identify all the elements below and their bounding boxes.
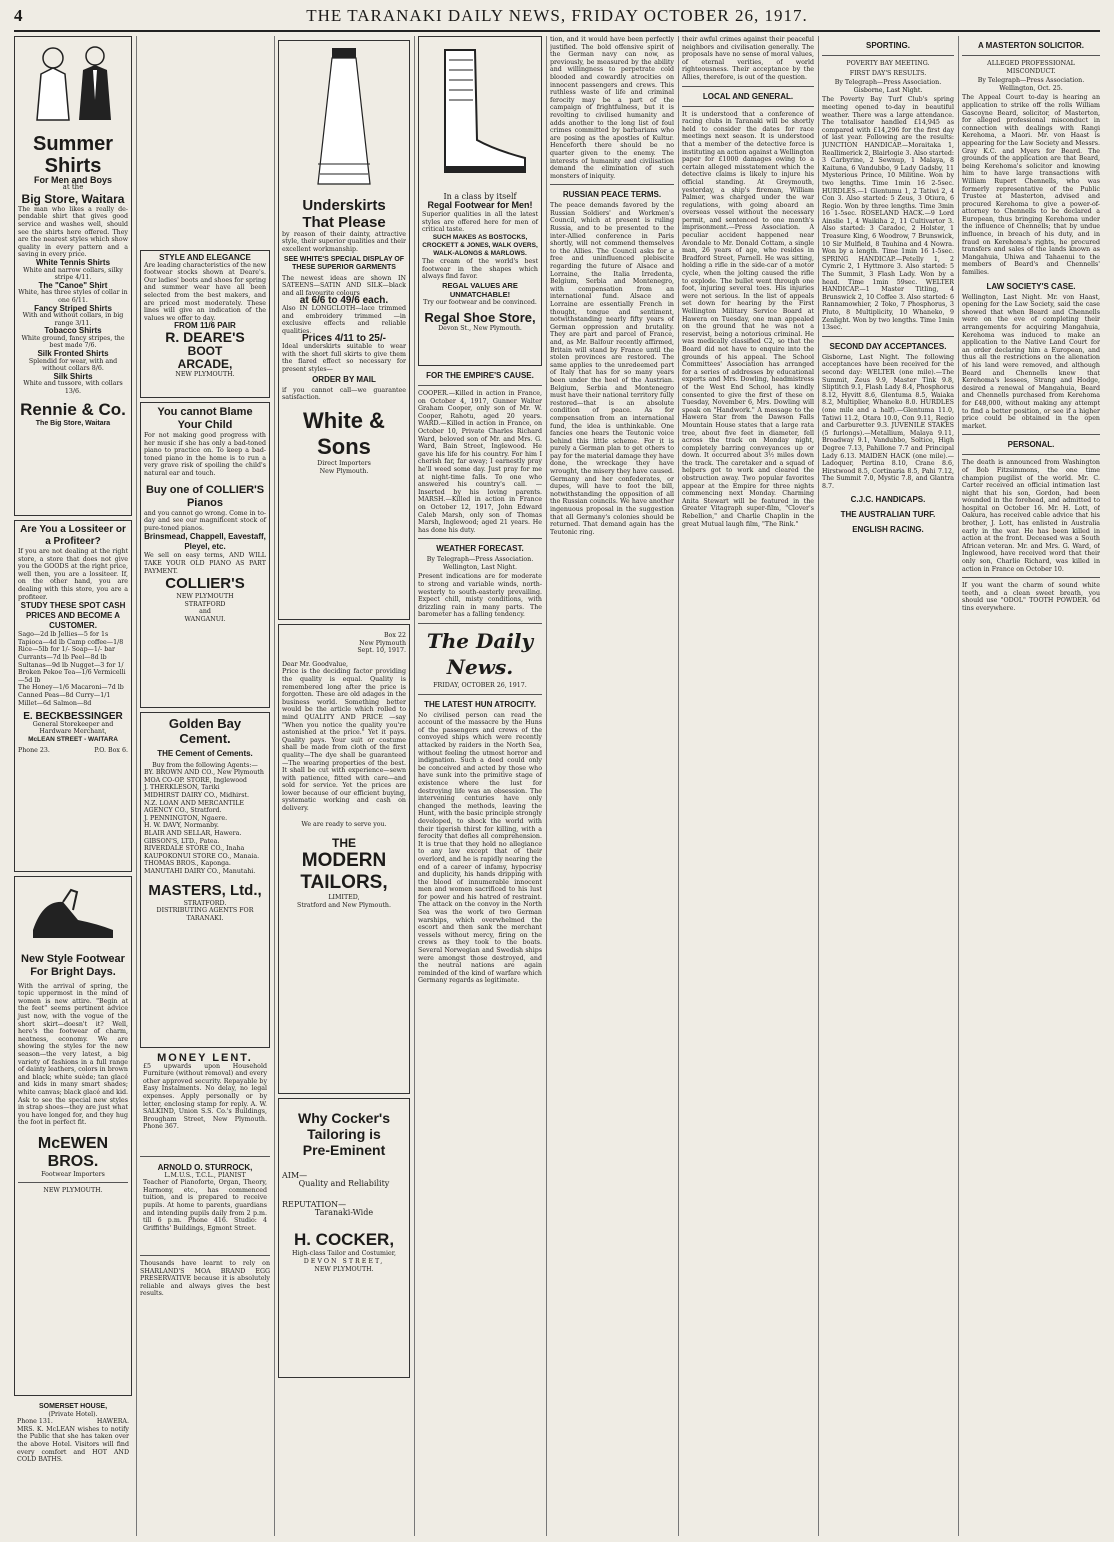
beckbessinger-line: General Storekeeper and Hardware Merchant, [32,720,114,736]
shirt-illustration-icon [23,40,123,130]
deare-name-2: BOOT [187,343,223,358]
sharland-body: Thousands have learnt to rely on SHARLAND'S MOA BRAND EGG PRESERVATIVE because it is absolutely reliable and always gives the best results. [140,1260,270,1298]
somerset-body: MRS. K. McLEAN wishes to notify the Public that she has taken over the above Hotel. Visitors will find every comfort and HOT AND COLD BATHS. [17,1425,129,1464]
poverty-bay-results: The Poverty Bay Turf Club's spring meeting opened to-day in beautiful weather. There was a large attendance. The totalisator handled £14,945 as compared with £14,296 for the first day of last year. Following are the results: JUNCTION HANDICAP.—Moraitaka 1, Reallimerick 2, Blairlogie 3. Also started: 3 Carbyrine, 2 Sewnup, 1 Malaya, 8 Kaituna, 6 Vandubbo, 9 Lady Gadsby, 11 Mysterious Prince, 10 Militine. Won by two lengths. Time 1min 16 2-5sec. HURDLES.—1 Glentumu 1, 2 Tatiwi 2, 4 Con 3. Also started: 5 Zeus, 3 Otiura, 6 Regio. Won by three lengths. Time 3min 16 1-5sec. ROSELAND HACK.—9 Lord Ainslie 1, 4 Waikiha 2, 11 Cultivartor 3. Also started: 3 Caradoc, 2 Holster, 1 Treasure King, 6 Woodrow, 7 Brunswick, 10 Sir Mulfield, 8 Tauhina and 4 Nowra. Won by a length. Time 1min 16 1-5sec. SPRING HANDICAP.—Petelly 1, 2 Cymric 2, 1 Hyttmore 3. Also started: 5 The Summit, 3 Flash Lady. Won by a head. Time 1min 59sec. WELTER HANDICAP.—1 Master Titling, 4 Brunswick 2, 10 Coffee 3. Also started: 6 Rannamowhier, 2 Toko, 7 Phosphorus, 3 Pluto, 8 Multiplicity, 10 Whaneko, 9 Zenlight. Won by two lengths. Time 1min 13sec. [822,96,954,332]
collier-addr: WANGANUI. [184,615,226,623]
summer-item [18,350,128,373]
agent: MIDHIRST DAIRY CO., Midhirst. [144,791,249,799]
deare-name-3: ARCADE, [177,356,233,371]
sturrock-body: Teacher of Pianoforte, Organ, Theory, Harmony, etc., has commenced tuition, and is prepared to receive pupils. At home to parents, guardians and intending pupils daily from 2 p.m. till 6 p.m. Phone 416. Studio: 4 Griffiths' Buildings, Egmont Street. [143,1179,267,1232]
price-line: Canned Peas—8d Curry—1/1 [18,691,111,699]
summer-item [18,259,128,282]
regal-body: Superior qualities in all the latest styles are offered here for men of critical taste. [422,211,538,234]
sturrock-ad [140,1161,270,1251]
summer-item-desc: Splendid for wear, with and without collars 8/6. [28,357,118,373]
price-line: Tapioca—4d lb Camp coffee—1/8 [18,638,124,646]
summer-item-desc: White and tussore, with collars 13/6. [23,380,123,396]
agent: MOA CO-OP. STORE, Inglewood [144,776,247,784]
letter-loc: New Plymouth [359,639,406,647]
column-rule [678,36,679,1536]
cocker-rep2: Taranaki-Wide [314,1207,374,1217]
first-day-heading: FIRST DAY'S RESULTS. [849,69,927,77]
cement-buy: Buy from the following Agents:— [152,761,258,769]
acceptances-body: Gisborne, Last Night. The following acceptances have been received for the second day: WELTER (one mile).—The Summit, Zeus 9.9, Master Tink 9.8, Sliptitch 9.1, Flash Lady 8.4, Phosphorus 8.12, Hyvitt 8.6, Glentuma 8.5, Waiaka 8.2, Multiplier, Whaneko 8.0. HURDLES (one mile and a half).—Glentuma 11.0, Tatiwi 11.2, Otara 10.0, Con 9.11, Regio and Carburetter 9.3. JUVENILE STAKES (5 furlongs).—Metallium, Malaya 9.11, Broadway 9.1, Vandubbo, Soltice, High Degree 7.13, Pahillone 7.7 and Principal Lady 6.13. MAIDEN HACK (one mile).—Ladoquer, Pertina 8.10, Crane 8.6, Hirstwood 8.5, Cortinaria 8.5, Pahi 7.12, The Summit 7.0, Mystic 7.8, and Glantra 8.7. [822,353,954,490]
white-body4: Ideal underskirts suitable to wear with the short full skirts to give them the flared effect so necessary for present styles— [282,342,406,373]
summer-item-name: The "Canoe" Shirt [38,280,108,290]
column-3 [278,40,410,1540]
empire-body: COOPER.—Killed in action in France, on October 4, 1917, Gunner Walter Graham Cooper, only son of Mr. W. Cooper, Rahotu, aged 20 years. WARD.—Killed in action in France, on October 10, Private Charles Richard Ward, beloved son of Mr. and Mrs. G. Ward, Bain Street, Inglewood. He gave his life for his country. For him I cherish far, far away; I earnestly pray he'll weed some day. Just pray for me at night-time falls. To one who answered his country's call. —Inserted by his loving parents. MARSH.—Killed in action in France on October 12, 1917, John Edward Caleb Marsh, only son of Thomas Marsh, Inglewood; aged 21 years. He has done his duty. [418,390,542,534]
beckbessinger-ad [14,520,132,872]
white-body: by reason of their dainty, attractive style, their superior qualities and their excellent workmanship. [282,230,406,253]
profiteer-body: If you are not dealing at the right store, a store that does not give you the GOODS at the right price, well then, you are a lossiteer. If, on the other hand, you are dealing with this store, you are a profiteer. [18,548,128,601]
white-price1: at 6/6 to 49/6 each. [299,295,389,307]
misconduct-heading: ALLEGED PROFESSIONAL MISCONDUCT. [987,60,1075,75]
tailors-name: TAILORS, [300,872,388,894]
law-society-body: Wellington, Last Night. Mr. von Haast, opening for the Law Society, said the case showed that when Beard and Chennells were on the eve of completing their arrangements for acquiring Mangahuia, Kerehoma was induced to make an application to the Native Land Court for an order declaring him a European, and thus all the restrictions on the alienation of his land were removed, and although Beard and Chennells knew that Kerehoma's lessees, Strang and Hodge, desired a renewal of Mangahuia, Beard and Chennells purchased from Kerehoma for £48,000, without making any attempt to find a better position, or see if a higher price could be obtained in the open market. [962,293,1100,430]
column-rule [274,36,275,1536]
sturrock-heading: ARNOLD O. STURROCK, [157,1163,253,1172]
white-see: SEE WHITE'S SPECIAL DISPLAY OF THESE SUPERIOR GARMENTS [283,256,405,271]
modern-ltd: LIMITED, [328,894,360,902]
collier-brands: Brinsmead, Chappell, Eavestaff, Pleyel, etc. [144,532,266,552]
column-7 [822,36,954,1536]
white-body2: The newest ideas are shown IN SATEENS—SATIN AND SILK—black and all favourite colours [282,274,406,297]
money-body: £5 upwards upon Household Furniture (without removal) and every other approved security. Repayable by Easy Instalments. No delay, no legal expenses. Apply personally or by letter, enclosing stamp for reply. A. W. SALKIND, Union S.S. Co.'s Buildings, Brougham Street, New Plymouth. Phone 367. [143,1062,267,1131]
deare-heading: STYLE AND ELEGANCE [159,253,251,262]
shirts-title: Shirts [44,154,102,177]
agent: BLAIR AND SELLAR, Hawera. [144,829,242,837]
white-body3: Also IN LONGCLOTH—lace trimmed and embroidery trimmed —in exclusive effects and reliable qualities. [282,304,406,335]
mcewen-sub: Footwear Importers [41,1170,105,1178]
summer-item-desc: White and narrow collars, silky stripe 4/11. [23,266,123,282]
cement-heading: Golden Bay Cement. [168,716,242,746]
weather-body: Present indications are for moderate to strong and variable winds, north-westerly to south-easterly prevailing. Expect chill, misty conditions, with drizzling rain in many parts. The barometer has a falling tendency. [418,573,542,619]
mcewen-body: With the arrival of spring, the topic uppermost in the mind of women is new attire. "Begin at the feet" seems pertinent advice just now, with the vogue of the short skirt—doesn't it? Well, here's the footwear of charm, neatness, economy. We are showing the styles for the new season—the very latest, a big variety of fashions in a full range of dainty leathers, colors in brown and black; white suède; tan glacé and kids in many smart shades; white canvas; black glacé and kid. Ask to see the special new styles in strap shoes—they are just what you have longed for, and they hug the foot in perfect fit. [18,982,128,1127]
money-heading: MONEY LENT. [157,1052,253,1064]
cocker-h1: Why Cocker's [297,1110,391,1126]
po-box: P.O. Box 6. [94,747,128,755]
english-racing-heading: ENGLISH RACING. [852,525,924,535]
summer-item [18,373,128,396]
price-line: Currants—7d lb Peel—8d lb [18,653,107,661]
price-line: The Honey—1/6 Macaroni—7d lb [18,684,124,692]
agent: J. PENNINGTON, Ngaere. [144,814,228,822]
summer-item-desc: White ground, fancy stripes, the best made 7/6. [21,334,125,350]
regal-h: In a class by itself [443,191,517,201]
deare-ad [140,250,270,398]
mcewen-heading: New Style Footwear For Bright Days. [21,952,125,978]
atrocity-heading: THE LATEST HUN ATROCITY. [424,699,536,709]
newspaper-title: THE TARANAKI DAILY NEWS, FRIDAY OCTOBER 26, 1917. [306,6,808,25]
cocker-h2: Tailoring is [307,1126,381,1142]
column-4 [418,36,542,1536]
white-sons-name: White & Sons [303,408,385,460]
russian-peace-body: The peace demands favored by the Russian Soldiers' and Workmen's Council, which at present is ruling Russia, and to be presented to the inter-Allied conference in Paris shortly, will not commend themselves to the Allies. The Council asks for a free and uninfluenced plebiscite regarding the future of Alsace and Lorraine, the Italia Irredenta, Belgium, Serbia and Montenegro, with compensation from an international fund. Alsace and Lorraine are essentially French in thought, tongue and sentiment, notwithstanding nearly fifty years of German oppression and brutality. They are part and parcel of France, and, as Mr. Balfour recently affirmed, Britain will stand by France until the stolen provinces are restored. The same applies to the unredeemed part of Italy that has for so many years been under the heel of the Austrian. Belgium, Serbia and Montenegro must have their national territory fully restored—that is an absolute condition of peace. As for compensation from an international fund, the idea is unthinkable. One fancies one hears the Teutonic voice behind this little scheme. For it is purely a German plan to get others to pay for the material damage they have done, the wreckage they have wrought, the misery they have caused. Germany and her confederates, or dupes, will have to foot the bill, notwithstanding the opposition of all the Russian councils. We have another ingenuous proposal in the suggestion that all Germany's colonies should be returned. That demand again has the Teutonic ring. [550,202,674,536]
column-rule [136,36,137,1536]
masters-name: MASTERS, Ltd., [148,881,262,899]
weather-by: By Telegraph—Press Association. Wellington, Last Night. [426,556,534,571]
agent: KAUPOKONUI STORE CO., Manaia. [144,852,260,860]
agent: MANUTAHI DAIRY CO., Manutahi. [144,867,256,875]
cement-ad [140,712,270,1048]
somerset-ad [14,1400,132,1500]
masterton-body: The Appeal Court to-day is hearing an application to strike off the rolls William Gascoyne Beard, solicitor, of Masterton, for alleged professional misconduct in connection with dealings with Rangi Kerehoma, a Maori. Mr. von Haast is appearing for the Law Society and Messrs. Gray K.C. and Myers for Beard. The grounds of the application are that Beard, being Kerehoma's solicitor and knowing him to have large transactions with William Rupert Chennells, who was formerly representative of the Public Trustee at Masterton, advised and procured Kerehoma to give a power-of-attorney to Chennells to be declared a European, thus bringing Kerehoma under the influence of Chennells; that by undue influence, in breach of his duty, and in fraud on Kerehoma's rights, he procured transfers and sales of the lands known as Mangahuia, Uhiwa and Tahaenui to the members of Beard's and Chennells' families. [962,94,1100,277]
cocker-ad [278,1098,410,1378]
sporting-heading: SPORTING. [865,41,910,50]
cement-sub: THE Cement of Cements. [157,749,253,758]
summer-item-name: Silk Shirts [53,371,93,381]
letter-body: Price is the deciding factor providing the quality is equal. Quality is remembered long after the price is forgotten. These are old adages in the business world. Something better would be the article which rolled to mind QUALITY AND PRICE —say "When you notice the quality you're astonished at the price." Yet it pays. Quality pays. Your suit or costume shall be made from cloth of the first quality—The dye shall be guaranteed—The wearing properties of the best. It shall be cut with experience—sewn with patience, fitted with care—and sold for service. Yet the prices are lower because of our efficient buying, systematic working and cash on delivery. [282,668,406,813]
personal-body: The death is announced from Washington of Bob Fitzsimmons, the one time champion pugilist of the world. Mr. C. Carter received an official intimation last night that his son, Gordon, had been wounded in the forehead, and admitted to hospital on October 16. Mr. H. Lott, of Oakura, has received cable advice that his brother, J. Lott, has enlisted in Australia early in the war. He has been killed in action at the front. Deceased was a South African veteran. Mr. and Mrs. G. Ward, of Inglewood, have received word that their only son, Charlie Richard, was killed in action in France on October 10. [962,459,1100,573]
column-5 [550,36,674,1536]
masterton-by: By Telegraph—Press Association. Wellington, Oct. 25. [977,77,1085,92]
summer-shirts-ad [14,36,132,516]
column-6 [682,36,814,1536]
atrocity-body: No civilised person can read the account of the massacre by the Huns of the passengers and crews of the convoyed ships which were recently attacked by raiders in the North Sea, without feeling the utmost horror and indignation. Such a deed could only be conceived and acted by those who have sunk into the primitive stage of existence where the lust for destroying life was an obsession. The intervening centuries have only changed the methods, leaving the Hunt, with the basic principle strongly developed, to shock the world with their tigerish thirst for killing, with a ferocity that defies all comprehension. It is true that they hold no allegiance to any law except that of their overlord, and he is rapidly nearing the end of a career of infamy, hypocrisy and duplicity, his hands dripping with the blood of innumerable innocent men and women sacrificed to his lust for power and his hatred of restraint. The attack on the convoy in the North Sea was the work of two German warships, which overwhelmed the escort and then sank the merchant vessels without mercy, firing on the crews as they took to the boats. Several Norwegian and Swedish ships were amongst those destroyed, and the neutral nations are again reminded of the kind of warfare which Germany regards as legitimate. [418,711,542,985]
regal-body2: The cream of the world's best footwear in the shapes which always find favor. [422,257,538,281]
summer-intro: The man who likes a really de-pendable shirt that gives good service and washes well, should see the shirts here offered. They are the nearest styles which show quality in every pattern and a saving in every price. [18,205,128,259]
regal-h2: Regal Footwear for Men! [427,200,533,211]
white-s1: Direct Importers [317,460,371,468]
masters-sub2: DISTRIBUTING AGENTS FOR TARANAKI. [156,907,254,922]
big-store-title: Big Store, Waitara [21,191,125,206]
cocker-h3: Pre-Eminent [302,1142,386,1158]
agent: BY. BROWN AND CO., New Plymouth [144,769,264,777]
masthead [14,6,1100,32]
rennie-sub: The Big Store, Waitara [35,419,111,427]
summer-title: Summer [32,132,114,155]
beckbessinger-name: E. BECKBESSINGER [23,711,123,723]
local-general-body: It is understood that a conference of racing clubs in Taranaki will be shortly held to consider the dates for race meetings next season. It is understood that a member of the detective force is instituting an action against a Wellington paper for £1000 damages owing to a certain alleged misstatement which the detective claims is likely to injure his official standing. At Greymouth, yesterday, a ship's fireman, William Palmer, was charged under the war regulations, with going aboard an overseas vessel without the necessary permit, and sentenced to one month's imprisonment.—Press Association. A peculiar accident happened near Avondale to Mr. Donald Cottam, a single man, 26 years of age, who resides in Bradford Street, Parnell. He was sitting, holding a rifle in the side-car of a motor cycle, when the jolting caused the rifle to explode. The bullet went through one foot, injuring several toes. His injuries were not serious. In the list of appeals set down for hearing by the First Wellington Military Service Board at Hawera on Tuesday, one man appealed on the ground that he was not a reservist, being a notorious criminal. He was medically classified C2, so that the Board did not have to enquire into the grounds of his appeal. The School Committees' Association has arranged for a series of addresses by educational experts and Mrs. Dowling, headmistress of the West End School, has kindly consented to give the first of these on Tuesday, November 6, Mrs. Dowling will speak on "Handwork." A message to the Hawera Star from the Dawson Falls Mountain House states that a large rata tree, about five feet in diameter, fell across the track on Monday night, completely barring conveyances up or down. It occurred about 3½ miles down the track. The caretaker and a squad of helpers got to work and cleared the obstruction away. Two popular favorites appear at the Empire for three nights commencing next Monday. Charming Anita Stewart will be featured in the Greater Vitagraph super-film, "Clover's Rebellion," and Charlie Chaplin in the great Mutual laugh film, "The Rink." [682,110,814,528]
price-line: Sago—2d lb Jellies—5 for 1s [18,631,109,639]
white-sons-ad [278,40,410,620]
spot-cash-heading: STUDY THESE SPOT CASH PRICES AND BECOME A CUSTOMER. [20,601,126,631]
column-8 [962,36,1100,1536]
cocker-aim2: Quality and Reliability [298,1178,390,1188]
local-general-heading: LOCAL AND GENERAL. [702,91,794,101]
agent: GIBSON'S, LTD., Patea. [144,837,220,845]
money-lent-ad [140,1052,270,1152]
price-list [18,631,128,707]
letter-box: Box 22 [384,632,406,639]
collier-ad [140,402,270,708]
collier-addr: and [199,608,211,616]
law-society-heading: LAW SOCIETY'S CASE. [986,281,1076,291]
somerset-phone: Phone 131. [17,1418,53,1426]
collier-terms: We sell on easy terms, AND WILL TAKE YOUR OLD PIANO AS PART PAYMENT. [144,552,266,575]
summer-item [18,305,128,328]
price-line: Rice—5lb for 1/- Soap—1/- bar [18,646,115,654]
cocker-rep: REPUTATION— [282,1200,347,1210]
collier-addr: NEW PLYMOUTH [176,593,234,601]
underskirt-illustration-icon [314,44,374,194]
acceptances-heading: SECOND DAY ACCEPTANCES. [829,341,947,351]
empire-heading: FOR THE EMPIRE'S CAUSE. [426,371,534,380]
editorial-body: tion, and it would have been perfectly justified. The bold offensive spirit of the German navy can now, as previously, be measured by the ability and willingness to perpetrate cold blooded and cowardly atrocities on innocent passengers and crews. This ruthless waste of life and criminal ferocity may be a part of the campaign of frightfulness, but it is revolting to civilised humanity and adds another to the long list of foul crimes committed by barbarians who are posing as the apostles of Kultur. Henceforth there should be no quarter given to the enemy. The interests of humanity and civilisation demand the elimination of such monsters of iniquity. [550,36,674,180]
masters-sub: STRATFORD. [183,899,227,907]
australian-turf-heading: THE AUSTRALIAN TURF. [840,510,936,520]
summer-at: at the [62,183,84,192]
price-line: Millet—6d Salmon—8d [18,699,92,707]
column-rule [414,36,415,1536]
editorial-continued: their awful crimes against their peaceful neighbors and civilisation generally. The proposals have no sense of moral values, of eternal verities, of world righteousness. Their acceptance by the Allies, therefore, is out of the question. [682,36,814,81]
regal-ad [418,36,542,366]
modern-addr: Stratford and New Plymouth. [297,901,391,909]
cocker-name: H. COCKER, [293,1230,395,1250]
price-line: Sultanas—9d lb Nugget—3 for 1/ [18,661,124,669]
mcewen-ad [14,876,132,1396]
somerset-heading: SOMERSET HOUSE, [38,1403,108,1410]
collier-name: COLLIER'S [165,575,245,593]
deare-body: Are leading characteristics of the new footwear stocks shown at Deare's. Our ladies' boots and shoes for spring and summer wear have all been selected from the best makers, and are priced most moderately. These lines will give an indication of the values we offer to day. [144,261,266,322]
summer-subtitle: For Men and Boys [33,174,112,185]
column-rule [958,36,959,1536]
agent: H. W. DAVY, Normanby. [144,822,219,830]
underskirts-heading: Underskirts [302,196,386,214]
page-number: 4 [14,6,24,25]
deare-name: R. DEARE'S [165,328,245,345]
agent: THOMAS BROS., Kaponga. [144,860,231,868]
summer-item-desc: With and without collars, in big range 3/11. [22,312,124,327]
summer-item-desc: White, has three styles of collar in one 6/11. [18,289,128,304]
agent: N.Z. LOAN AND MERCANTILE AGENCY CO., Stratford. [144,799,245,815]
weather-heading: WEATHER FORECAST. [436,544,524,554]
price-line: Broken Pekoe Tea—1/6 Vermicelli—5d lb [18,669,126,684]
regal-models: SUCH MAKES AS BOSTOCKS, CROCKETT & JONES, WALK OVERS, WALK-ALONGS & MARLOWS. [422,233,538,257]
blame-heading: You cannot Blame Your Child [157,406,253,431]
phone: Phone 23. [18,747,50,755]
column-rule [818,36,819,1536]
that-please-heading: That Please [302,213,386,231]
summer-item-name: Silk Fronted Shirts [37,349,109,359]
somerset-sub: (Private Hotel). [48,1410,98,1418]
white-price2: Prices 4/11 to 25/- [302,333,386,345]
daily-news-date: FRIDAY, OCTOBER 26, 1917. [433,682,527,690]
personal-heading: PERSONAL. [1007,440,1055,450]
white-body5: if you cannot call—we guarantee satisfaction. [282,386,406,402]
agent: J. THERKLESON, Tariki [144,784,220,792]
somerset-loc: HAWERA. [96,1418,129,1426]
masterton-heading: A MASTERTON SOLICITOR. [977,41,1085,50]
beckbessinger-addr: McLEAN STREET - WAITARA [28,735,118,743]
modern-the: THE [332,836,356,851]
letter-serve: We are ready to serve you. [301,820,387,828]
shoe-illustration-icon [23,880,123,950]
white-s2: New Plymouth. [319,467,369,475]
cocker-aim: AIM— [282,1171,308,1180]
daily-news-nameplate: The Daily News. [426,629,534,680]
collier-body: and you cannot go wrong. Come in to-day and see our magnificent stock of pure-toned pianos. [144,509,266,532]
regal-try: Try our footwear and be convinced. [423,298,537,306]
cjc-heading: C.J.C. HANDICAPS. [850,495,926,505]
column-rule [546,36,547,1536]
cocker-sub: High-class Tailor and Costumier, [291,1250,397,1258]
summer-item-name: Fancy Striped Shirts [34,303,112,313]
letter-salutation: Dear Mr. Goodvalue, [282,660,349,668]
blame-body: For not making good progress with her music if she has only a bad-toned piano to practice on. To keep a bad-toned piano in the home is to run a very grave risk of spoiling the child's natural ear and touch. [144,432,266,477]
sturrock-sub: L.M.U.S., T.C.L., PIANIST [164,1171,246,1179]
summer-item [18,282,128,305]
collier-heading: Buy one of COLLIER'S Pianos [145,483,265,509]
agents-list [144,769,266,875]
regal-name: Regal Shoe Store, [424,310,536,326]
summer-item-name: Tobacco Shirts [44,326,102,336]
deare-price: FROM 11/6 PAIR [174,321,236,331]
regal-addr: Devon St., New Plymouth. [438,325,522,333]
sporting-by: By Telegraph—Press Association. Gisborne, Last Night. [834,79,942,94]
mcewen-addr: NEW PLYMOUTH. [43,1187,103,1195]
mcewen-name: McEWEN BROS. [37,1134,109,1170]
cocker-town: NEW PLYMOUTH. [314,1265,374,1273]
column-1 [14,36,132,1536]
cocker-street: DEVON STREET, [303,1257,385,1265]
modern-name: MODERN [301,850,387,872]
poverty-bay-heading: POVERTY BAY MEETING. [846,60,930,67]
regal-vals: REGAL VALUES ARE UNMATCHABLE! [442,280,518,299]
russian-peace-heading: RUSSIAN PEACE TERMS. [562,190,662,200]
rennie-name: Rennie & Co. [20,399,126,419]
collier-addr: STRATFORD [184,600,226,608]
white-order: ORDER BY MAIL [312,375,376,385]
letter-date: Sept. 10, 1917. [357,647,406,655]
column-2 [140,250,270,1536]
modern-tailors-ad [278,624,410,1094]
odol-ad: If you want the charm of sound white teeth, and a clean sweet breath, you should use "ODOL" TOOTH POWDER. 6d tins everywhere. [962,582,1100,612]
summer-item [18,327,128,350]
profiteer-heading: Are You a Lossiteer or a Profiteer? [20,524,126,547]
summer-item-name: White Tennis Shirts [35,257,111,267]
boot-illustration-icon [425,40,535,190]
agent: RIVERDALE STORE CO., Inaha [144,845,245,853]
deare-addr: NEW PLYMOUTH. [175,370,235,378]
